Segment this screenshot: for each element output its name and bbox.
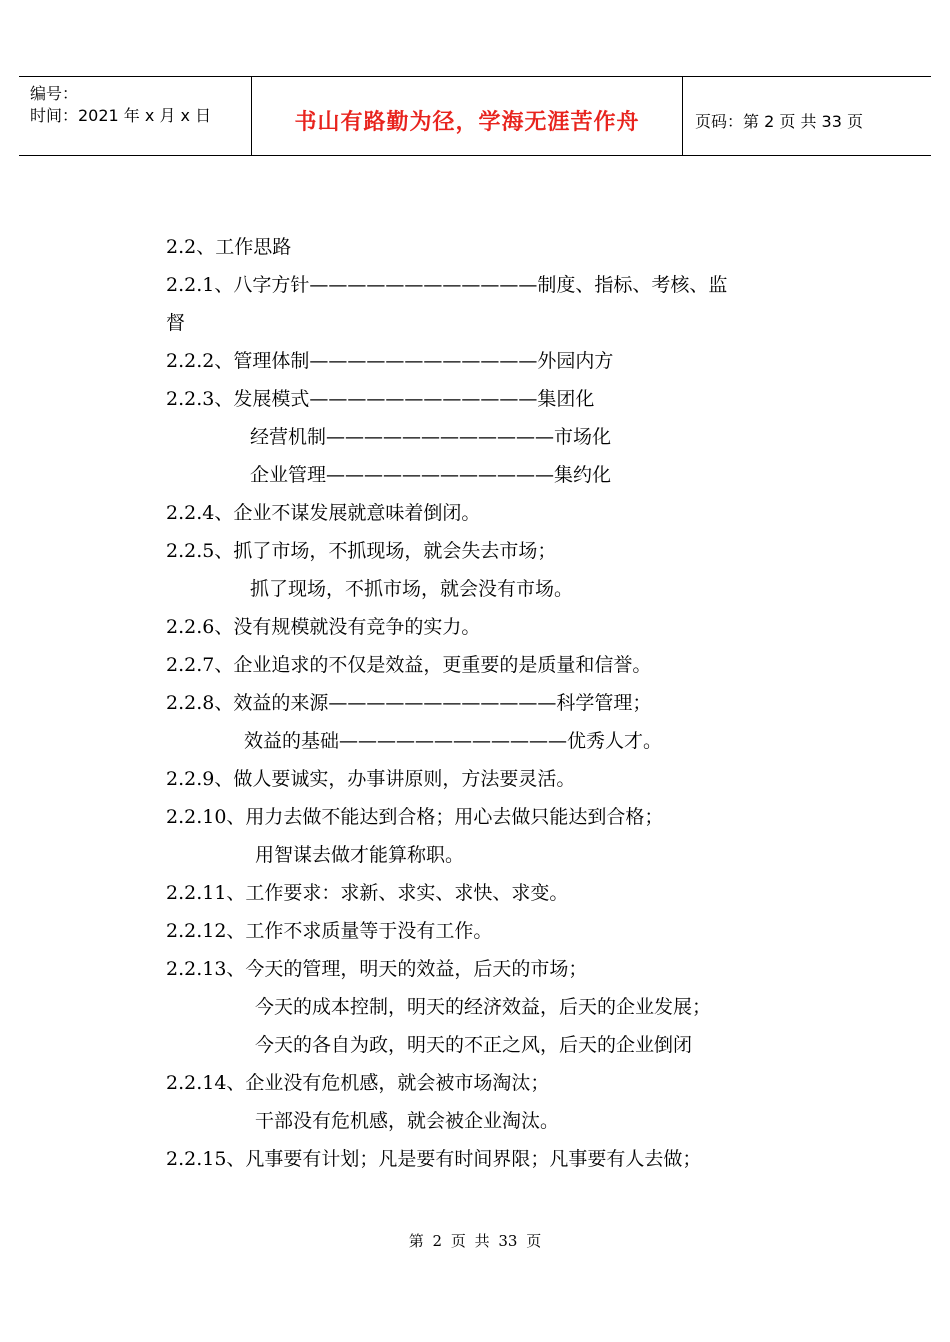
text-line: 2.2.15、凡事要有计划；凡是要有时间界限；凡事要有人去做； (166, 1148, 702, 1170)
text-line: 2.2.3、发展模式————————————集团化 (166, 388, 595, 410)
header-page-info: 页码：第 2 页 共 33 页 (695, 112, 863, 131)
time-label: 时间：2021 年 x 月 x 日 (30, 106, 212, 125)
text-line: 用智谋去做才能算称职。 (255, 844, 465, 866)
text-line: 2.2.5、抓了市场，不抓现场，就会失去市场； (166, 540, 557, 562)
text-line: 2.2.13、今天的管理，明天的效益，后天的市场； (166, 958, 588, 980)
text-line: 抓了现场，不抓市场，就会没有市场。 (250, 578, 574, 600)
text-line: 2.2.8、效益的来源————————————科学管理； (166, 692, 652, 714)
document-body (166, 228, 806, 1178)
text-line: 2.2.7、企业追求的不仅是效益，更重要的是质量和信誉。 (166, 654, 652, 676)
header-meta (30, 83, 250, 127)
header-divider (682, 77, 683, 156)
text-line: 2.2.11、工作要求：求新、求实、求快、求变。 (166, 882, 569, 904)
text-line: 2.2.1、八字方针————————————制度、指标、考核、监 (166, 274, 728, 296)
number-label: 编号： (30, 84, 79, 103)
text-line: 2.2.14、企业没有危机感，就会被市场淘汰； (166, 1072, 550, 1094)
text-line: 2.2.10、用力去做不能达到合格；用心去做只能达到合格； (166, 806, 664, 828)
header-motto: 书山有路勤为径，学海无涯苦作舟 (294, 110, 640, 135)
text-line: 2.2.6、没有规模就没有竞争的实力。 (166, 616, 481, 638)
text-line: 2.2.4、企业不谋发展就意味着倒闭。 (166, 502, 481, 524)
text-line: 企业管理————————————集约化 (250, 464, 612, 486)
text-line: 干部没有危机感，就会被企业淘汰。 (255, 1110, 560, 1132)
text-line: 今天的成本控制，明天的经济效益，后天的企业发展； (255, 996, 712, 1018)
section-heading: 2.2、工作思路 (166, 236, 292, 258)
text-line: 今天的各自为政，明天的不正之风，后天的企业倒闭 (255, 1034, 693, 1056)
text-line: 2.2.12、工作不求质量等于没有工作。 (166, 920, 493, 942)
text-line: 2.2.2、管理体制————————————外园内方 (166, 350, 614, 372)
page-header (19, 76, 931, 156)
text-line: 经营机制————————————市场化 (250, 426, 612, 448)
text-line: 2.2.9、做人要诚实，办事讲原则，方法要灵活。 (166, 768, 576, 790)
text-line: 效益的基础————————————优秀人才。 (244, 730, 663, 752)
page-footer: 第 2 页 共 33 页 (408, 1232, 542, 1250)
text-line: 督 (166, 312, 186, 334)
